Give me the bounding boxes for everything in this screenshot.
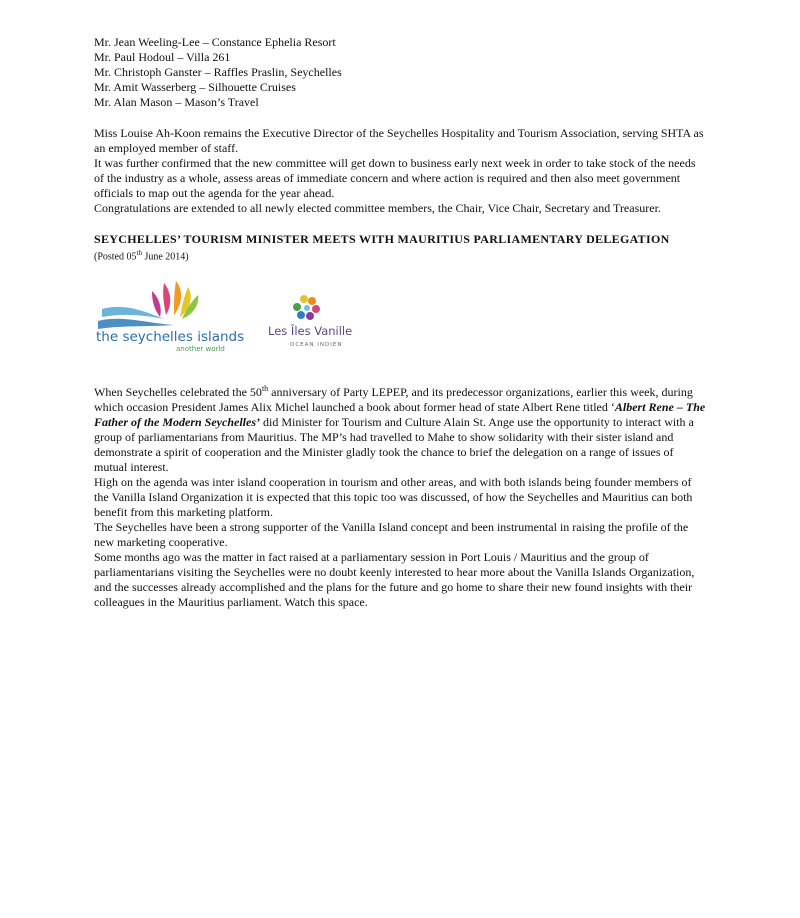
article-paragraph-1 (94, 381, 706, 475)
committee-member: Mr. Amit Wasserberg – Silhouette Cruises (94, 80, 296, 94)
vanilla-islands-logo (266, 289, 356, 351)
p1-text-b: anniversary of Party LEPEP, and its predecessor organizations, earlier this week, during which occasion President James Alix Michel launched a book about former head of state Albert Rene titled ‘ (94, 385, 693, 415)
article-paragraph-3: The Seychelles have been a strong supporter of the Vanilla Island concept and been instrumental in raising the profile of the new marketing cooperative. (94, 520, 689, 550)
article-headline: SEYCHELLES’ TOURISM MINISTER MEETS WITH MAURITIUS PARLIAMENTARY DELEGATION (94, 232, 670, 246)
logo-seychelles-tagline: another world (176, 345, 225, 354)
seychelles-islands-logo (94, 275, 244, 355)
logo-vanille-tagline: OCEAN INDIEN (290, 342, 343, 349)
p1-sup: th (261, 384, 269, 394)
posted-date (94, 247, 706, 263)
paragraph: Congratulations are extended to all newly elected committee members, the Chair, Vice Chair, Secretary and Treasurer. (94, 201, 661, 215)
committee-member: Mr. Jean Weeling-Lee – Constance Ephelia Resort (94, 35, 336, 49)
logos (94, 275, 706, 365)
committee-member: Mr. Christoph Ganster – Raffles Praslin, Seychelles (94, 65, 342, 79)
p1-text-c: did Minister for Tourism and Culture Alain St. Ange use the opportunity to interact with a group of parliamentarians from Mauritius. The MP’s had travelled to Mahe to show solidarity with their sister island and demonstrate a spirit of cooperation and the Minister gladly took the chance to brief the delegation on a range of issues of mutual interest. (94, 415, 694, 475)
committee-list (94, 35, 706, 110)
posted-date-suffix: June 2014) (141, 251, 189, 263)
spacer (94, 216, 706, 232)
document-content (94, 35, 706, 610)
posted-date-sup: th (136, 249, 142, 257)
p1-text-a: When Seychelles celebrated the 50 (94, 385, 262, 400)
book-title: Albert Rene – The Father of the Modern Seychelles’ (94, 400, 706, 430)
paragraph: Miss Louise Ah-Koon remains the Executive Director of the Seychelles Hospitality and Tourism Association, serving SHTA as an employed member of staff. (94, 126, 704, 155)
logo-vanille-text: Les Îles Vanille (268, 324, 353, 339)
logo-seychelles-text: the seychelles islands (96, 329, 244, 346)
article-paragraph-2: High on the agenda was inter island cooperation in tourism and other areas, and with both islands being founder members of the Vanilla Island Organization it is expected that this topic too was discussed, of how the Seychelles and Mauritius can both benefit from this marketing platform. (94, 475, 693, 520)
committee-member: Mr. Alan Mason – Mason’s Travel (94, 95, 259, 109)
spacer (94, 110, 706, 126)
posted-date-prefix: (Posted 05 (94, 251, 137, 263)
article-paragraph-4: Some months ago was the matter in fact raised at a parliamentary session in Port Louis / Mauritius and the group of parliamentarians visiting the Seychelles were no doubt keenly interested to hear more about the Vanilla Islands Organization, and the successes already accomplished and the plans for the future and go home to share their new found insights with their colleagues in the Mauritius parliament. Watch this space. (94, 550, 695, 610)
paragraph: It was further confirmed that the new committee will get down to business early next week in order to take stock of the needs of the industry as a whole, assess areas of immediate concern and where action is required and then also meet government officials to map out the agenda for the year ahead. (94, 156, 696, 200)
committee-member: Mr. Paul Hodoul – Villa 261 (94, 50, 231, 64)
